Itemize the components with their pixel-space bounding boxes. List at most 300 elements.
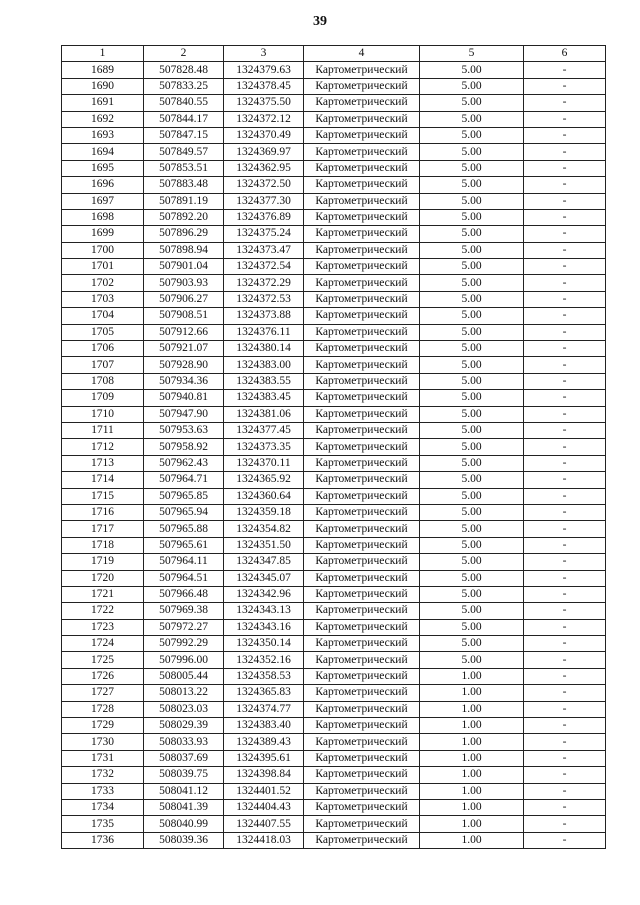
accuracy-cell: 5.00 [420, 242, 524, 258]
y-coordinate-cell: 1324380.14 [224, 341, 304, 357]
x-coordinate-cell: 508023.03 [144, 701, 224, 717]
point-number-cell: 1692 [62, 111, 144, 127]
point-number-cell: 1724 [62, 636, 144, 652]
table-row [62, 193, 606, 209]
note-cell: - [524, 209, 606, 225]
point-number-cell: 1713 [62, 455, 144, 471]
x-coordinate-cell: 507849.57 [144, 144, 224, 160]
table-row [62, 718, 606, 734]
accuracy-cell: 5.00 [420, 570, 524, 586]
method-cell: Картометрический [304, 78, 420, 94]
table-row [62, 209, 606, 225]
x-coordinate-cell: 507965.85 [144, 488, 224, 504]
note-cell: - [524, 603, 606, 619]
y-coordinate-cell: 1324389.43 [224, 734, 304, 750]
method-cell: Картометрический [304, 554, 420, 570]
method-cell: Картометрический [304, 275, 420, 291]
note-cell: - [524, 685, 606, 701]
y-coordinate-cell: 1324376.11 [224, 324, 304, 340]
method-cell: Картометрический [304, 242, 420, 258]
x-coordinate-cell: 508029.39 [144, 718, 224, 734]
note-cell: - [524, 455, 606, 471]
point-number-cell: 1718 [62, 537, 144, 553]
x-coordinate-cell: 507958.92 [144, 439, 224, 455]
method-cell: Картометрический [304, 62, 420, 78]
point-number-cell: 1689 [62, 62, 144, 78]
table-row [62, 308, 606, 324]
accuracy-cell: 1.00 [420, 816, 524, 832]
point-number-cell: 1723 [62, 619, 144, 635]
accuracy-cell: 5.00 [420, 291, 524, 307]
point-number-cell: 1695 [62, 160, 144, 176]
note-cell: - [524, 390, 606, 406]
note-cell: - [524, 357, 606, 373]
y-coordinate-cell: 1324398.84 [224, 767, 304, 783]
x-coordinate-cell: 508039.75 [144, 767, 224, 783]
y-coordinate-cell: 1324372.12 [224, 111, 304, 127]
note-cell: - [524, 521, 606, 537]
method-cell: Картометрический [304, 619, 420, 635]
note-cell: - [524, 193, 606, 209]
y-coordinate-cell: 1324379.63 [224, 62, 304, 78]
accuracy-cell: 5.00 [420, 127, 524, 143]
x-coordinate-cell: 507883.48 [144, 177, 224, 193]
y-coordinate-cell: 1324401.52 [224, 783, 304, 799]
x-coordinate-cell: 508040.99 [144, 816, 224, 832]
point-number-cell: 1696 [62, 177, 144, 193]
column-header-4: 4 [304, 46, 420, 62]
point-number-cell: 1717 [62, 521, 144, 537]
y-coordinate-cell: 1324358.53 [224, 668, 304, 684]
table-row [62, 799, 606, 815]
point-number-cell: 1694 [62, 144, 144, 160]
x-coordinate-cell: 507969.38 [144, 603, 224, 619]
point-number-cell: 1712 [62, 439, 144, 455]
y-coordinate-cell: 1324372.29 [224, 275, 304, 291]
point-number-cell: 1727 [62, 685, 144, 701]
table-row [62, 619, 606, 635]
note-cell: - [524, 701, 606, 717]
y-coordinate-cell: 1324375.24 [224, 226, 304, 242]
accuracy-cell: 1.00 [420, 734, 524, 750]
point-number-cell: 1708 [62, 373, 144, 389]
y-coordinate-cell: 1324376.89 [224, 209, 304, 225]
table-row [62, 78, 606, 94]
point-number-cell: 1705 [62, 324, 144, 340]
accuracy-cell: 5.00 [420, 455, 524, 471]
x-coordinate-cell: 507965.61 [144, 537, 224, 553]
point-number-cell: 1725 [62, 652, 144, 668]
table-row [62, 504, 606, 520]
table-row [62, 586, 606, 602]
x-coordinate-cell: 508033.93 [144, 734, 224, 750]
method-cell: Картометрический [304, 341, 420, 357]
note-cell: - [524, 406, 606, 422]
method-cell: Картометрический [304, 193, 420, 209]
table-row [62, 62, 606, 78]
column-header-3: 3 [224, 46, 304, 62]
method-cell: Картометрический [304, 177, 420, 193]
accuracy-cell: 5.00 [420, 422, 524, 438]
point-number-cell: 1710 [62, 406, 144, 422]
accuracy-cell: 1.00 [420, 799, 524, 815]
accuracy-cell: 5.00 [420, 341, 524, 357]
method-cell: Картометрический [304, 832, 420, 848]
method-cell: Картометрический [304, 390, 420, 406]
table-row [62, 455, 606, 471]
point-number-cell: 1729 [62, 718, 144, 734]
point-number-cell: 1736 [62, 832, 144, 848]
table-row [62, 144, 606, 160]
point-number-cell: 1702 [62, 275, 144, 291]
note-cell: - [524, 111, 606, 127]
y-coordinate-cell: 1324342.96 [224, 586, 304, 602]
table-row [62, 95, 606, 111]
table-row [62, 570, 606, 586]
method-cell: Картометрический [304, 472, 420, 488]
note-cell: - [524, 554, 606, 570]
y-coordinate-cell: 1324360.64 [224, 488, 304, 504]
method-cell: Картометрический [304, 668, 420, 684]
y-coordinate-cell: 1324370.49 [224, 127, 304, 143]
table-row [62, 259, 606, 275]
header-row [62, 46, 606, 62]
note-cell: - [524, 668, 606, 684]
x-coordinate-cell: 508037.69 [144, 750, 224, 766]
table-row [62, 177, 606, 193]
accuracy-cell: 5.00 [420, 619, 524, 635]
y-coordinate-cell: 1324383.40 [224, 718, 304, 734]
y-coordinate-cell: 1324383.55 [224, 373, 304, 389]
table-row [62, 390, 606, 406]
note-cell: - [524, 783, 606, 799]
x-coordinate-cell: 507965.88 [144, 521, 224, 537]
method-cell: Картометрический [304, 95, 420, 111]
accuracy-cell: 1.00 [420, 701, 524, 717]
y-coordinate-cell: 1324362.95 [224, 160, 304, 176]
method-cell: Картометрический [304, 209, 420, 225]
x-coordinate-cell: 507906.27 [144, 291, 224, 307]
x-coordinate-cell: 507962.43 [144, 455, 224, 471]
x-coordinate-cell: 507965.94 [144, 504, 224, 520]
note-cell: - [524, 586, 606, 602]
table-row [62, 422, 606, 438]
method-cell: Картометрический [304, 750, 420, 766]
y-coordinate-cell: 1324374.77 [224, 701, 304, 717]
accuracy-cell: 1.00 [420, 767, 524, 783]
method-cell: Картометрический [304, 160, 420, 176]
x-coordinate-cell: 508039.36 [144, 832, 224, 848]
table-row [62, 341, 606, 357]
point-number-cell: 1709 [62, 390, 144, 406]
method-cell: Картометрический [304, 308, 420, 324]
note-cell: - [524, 570, 606, 586]
x-coordinate-cell: 507901.04 [144, 259, 224, 275]
y-coordinate-cell: 1324352.16 [224, 652, 304, 668]
table-row [62, 488, 606, 504]
accuracy-cell: 5.00 [420, 144, 524, 160]
point-number-cell: 1711 [62, 422, 144, 438]
method-cell: Картометрический [304, 226, 420, 242]
point-number-cell: 1721 [62, 586, 144, 602]
y-coordinate-cell: 1324372.50 [224, 177, 304, 193]
y-coordinate-cell: 1324343.13 [224, 603, 304, 619]
note-cell: - [524, 242, 606, 258]
method-cell: Картометрический [304, 373, 420, 389]
table-body [62, 62, 606, 849]
method-cell: Картометрический [304, 127, 420, 143]
note-cell: - [524, 291, 606, 307]
point-number-cell: 1693 [62, 127, 144, 143]
y-coordinate-cell: 1324373.35 [224, 439, 304, 455]
table-row [62, 832, 606, 848]
table-row [62, 373, 606, 389]
note-cell: - [524, 799, 606, 815]
note-cell: - [524, 537, 606, 553]
method-cell: Картометрический [304, 144, 420, 160]
y-coordinate-cell: 1324351.50 [224, 537, 304, 553]
accuracy-cell: 5.00 [420, 160, 524, 176]
note-cell: - [524, 95, 606, 111]
method-cell: Картометрический [304, 701, 420, 717]
x-coordinate-cell: 507934.36 [144, 373, 224, 389]
x-coordinate-cell: 507996.00 [144, 652, 224, 668]
accuracy-cell: 5.00 [420, 209, 524, 225]
y-coordinate-cell: 1324378.45 [224, 78, 304, 94]
x-coordinate-cell: 507966.48 [144, 586, 224, 602]
note-cell: - [524, 324, 606, 340]
y-coordinate-cell: 1324347.85 [224, 554, 304, 570]
x-coordinate-cell: 507847.15 [144, 127, 224, 143]
point-number-cell: 1728 [62, 701, 144, 717]
note-cell: - [524, 127, 606, 143]
point-number-cell: 1731 [62, 750, 144, 766]
note-cell: - [524, 144, 606, 160]
note-cell: - [524, 504, 606, 520]
method-cell: Картометрический [304, 636, 420, 652]
point-number-cell: 1732 [62, 767, 144, 783]
note-cell: - [524, 472, 606, 488]
x-coordinate-cell: 507953.63 [144, 422, 224, 438]
accuracy-cell: 1.00 [420, 783, 524, 799]
y-coordinate-cell: 1324365.83 [224, 685, 304, 701]
accuracy-cell: 5.00 [420, 62, 524, 78]
point-number-cell: 1726 [62, 668, 144, 684]
point-number-cell: 1697 [62, 193, 144, 209]
accuracy-cell: 1.00 [420, 718, 524, 734]
x-coordinate-cell: 507921.07 [144, 341, 224, 357]
method-cell: Картометрический [304, 799, 420, 815]
point-number-cell: 1691 [62, 95, 144, 111]
table-row [62, 439, 606, 455]
x-coordinate-cell: 507840.55 [144, 95, 224, 111]
method-cell: Картометрический [304, 783, 420, 799]
y-coordinate-cell: 1324373.88 [224, 308, 304, 324]
y-coordinate-cell: 1324369.97 [224, 144, 304, 160]
table-header [62, 46, 606, 62]
y-coordinate-cell: 1324373.47 [224, 242, 304, 258]
x-coordinate-cell: 508041.12 [144, 783, 224, 799]
note-cell: - [524, 422, 606, 438]
x-coordinate-cell: 507964.71 [144, 472, 224, 488]
note-cell: - [524, 439, 606, 455]
accuracy-cell: 5.00 [420, 226, 524, 242]
point-number-cell: 1707 [62, 357, 144, 373]
note-cell: - [524, 816, 606, 832]
method-cell: Картометрический [304, 718, 420, 734]
table-row [62, 275, 606, 291]
page-number: 39 [313, 14, 327, 29]
table-row [62, 816, 606, 832]
point-number-cell: 1699 [62, 226, 144, 242]
accuracy-cell: 5.00 [420, 652, 524, 668]
table-row [62, 636, 606, 652]
y-coordinate-cell: 1324359.18 [224, 504, 304, 520]
note-cell: - [524, 636, 606, 652]
table-row [62, 750, 606, 766]
accuracy-cell: 5.00 [420, 439, 524, 455]
point-number-cell: 1734 [62, 799, 144, 815]
x-coordinate-cell: 507992.29 [144, 636, 224, 652]
accuracy-cell: 5.00 [420, 554, 524, 570]
note-cell: - [524, 767, 606, 783]
method-cell: Картометрический [304, 439, 420, 455]
table-row [62, 406, 606, 422]
x-coordinate-cell: 507940.81 [144, 390, 224, 406]
x-coordinate-cell: 507947.90 [144, 406, 224, 422]
method-cell: Картометрический [304, 259, 420, 275]
method-cell: Картометрический [304, 504, 420, 520]
table-row [62, 324, 606, 340]
x-coordinate-cell: 507853.51 [144, 160, 224, 176]
point-number-cell: 1715 [62, 488, 144, 504]
y-coordinate-cell: 1324345.07 [224, 570, 304, 586]
x-coordinate-cell: 507898.94 [144, 242, 224, 258]
accuracy-cell: 5.00 [420, 177, 524, 193]
x-coordinate-cell: 507833.25 [144, 78, 224, 94]
y-coordinate-cell: 1324365.92 [224, 472, 304, 488]
accuracy-cell: 5.00 [420, 603, 524, 619]
table-row [62, 783, 606, 799]
accuracy-cell: 5.00 [420, 193, 524, 209]
accuracy-cell: 5.00 [420, 406, 524, 422]
method-cell: Картометрический [304, 324, 420, 340]
method-cell: Картометрический [304, 521, 420, 537]
method-cell: Картометрический [304, 816, 420, 832]
note-cell: - [524, 226, 606, 242]
note-cell: - [524, 652, 606, 668]
y-coordinate-cell: 1324381.06 [224, 406, 304, 422]
x-coordinate-cell: 508041.39 [144, 799, 224, 815]
point-number-cell: 1733 [62, 783, 144, 799]
accuracy-cell: 5.00 [420, 78, 524, 94]
note-cell: - [524, 177, 606, 193]
column-header-5: 5 [420, 46, 524, 62]
table-row [62, 554, 606, 570]
accuracy-cell: 5.00 [420, 275, 524, 291]
accuracy-cell: 5.00 [420, 586, 524, 602]
point-number-cell: 1704 [62, 308, 144, 324]
x-coordinate-cell: 507972.27 [144, 619, 224, 635]
x-coordinate-cell: 507896.29 [144, 226, 224, 242]
accuracy-cell: 5.00 [420, 373, 524, 389]
note-cell: - [524, 750, 606, 766]
point-number-cell: 1720 [62, 570, 144, 586]
method-cell: Картометрический [304, 111, 420, 127]
note-cell: - [524, 78, 606, 94]
method-cell: Картометрический [304, 357, 420, 373]
table-row [62, 537, 606, 553]
y-coordinate-cell: 1324350.14 [224, 636, 304, 652]
x-coordinate-cell: 508013.22 [144, 685, 224, 701]
note-cell: - [524, 341, 606, 357]
y-coordinate-cell: 1324383.45 [224, 390, 304, 406]
method-cell: Картометрический [304, 734, 420, 750]
coordinates-table [61, 45, 606, 849]
x-coordinate-cell: 507912.66 [144, 324, 224, 340]
y-coordinate-cell: 1324407.55 [224, 816, 304, 832]
y-coordinate-cell: 1324418.03 [224, 832, 304, 848]
y-coordinate-cell: 1324375.50 [224, 95, 304, 111]
note-cell: - [524, 734, 606, 750]
table-row [62, 226, 606, 242]
column-header-1: 1 [62, 46, 144, 62]
point-number-cell: 1730 [62, 734, 144, 750]
point-number-cell: 1700 [62, 242, 144, 258]
point-number-cell: 1701 [62, 259, 144, 275]
y-coordinate-cell: 1324404.43 [224, 799, 304, 815]
table-row [62, 603, 606, 619]
column-header-6: 6 [524, 46, 606, 62]
table-row [62, 291, 606, 307]
method-cell: Картометрический [304, 603, 420, 619]
table-row [62, 701, 606, 717]
method-cell: Картометрический [304, 586, 420, 602]
method-cell: Картометрический [304, 652, 420, 668]
accuracy-cell: 1.00 [420, 750, 524, 766]
note-cell: - [524, 718, 606, 734]
note-cell: - [524, 488, 606, 504]
table-row [62, 111, 606, 127]
point-number-cell: 1714 [62, 472, 144, 488]
y-coordinate-cell: 1324354.82 [224, 521, 304, 537]
y-coordinate-cell: 1324377.30 [224, 193, 304, 209]
accuracy-cell: 5.00 [420, 390, 524, 406]
method-cell: Картометрический [304, 767, 420, 783]
x-coordinate-cell: 507964.11 [144, 554, 224, 570]
column-header-2: 2 [144, 46, 224, 62]
accuracy-cell: 1.00 [420, 668, 524, 684]
y-coordinate-cell: 1324383.00 [224, 357, 304, 373]
accuracy-cell: 5.00 [420, 111, 524, 127]
accuracy-cell: 5.00 [420, 472, 524, 488]
note-cell: - [524, 160, 606, 176]
accuracy-cell: 5.00 [420, 537, 524, 553]
table-row [62, 242, 606, 258]
table-row [62, 127, 606, 143]
note-cell: - [524, 62, 606, 78]
y-coordinate-cell: 1324370.11 [224, 455, 304, 471]
accuracy-cell: 5.00 [420, 357, 524, 373]
x-coordinate-cell: 507892.20 [144, 209, 224, 225]
x-coordinate-cell: 507964.51 [144, 570, 224, 586]
y-coordinate-cell: 1324395.61 [224, 750, 304, 766]
accuracy-cell: 5.00 [420, 488, 524, 504]
table-row [62, 685, 606, 701]
table-row [62, 160, 606, 176]
table-row [62, 472, 606, 488]
method-cell: Картометрический [304, 488, 420, 504]
